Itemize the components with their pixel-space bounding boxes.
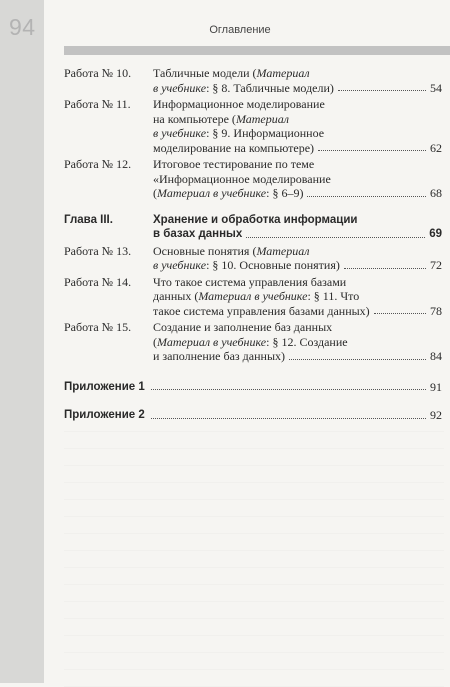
page-number: 94 xyxy=(9,14,36,40)
leader-dots xyxy=(289,359,426,360)
toc-entry xyxy=(64,244,442,273)
toc-page-number: 69 xyxy=(429,228,442,240)
toc-entry xyxy=(64,66,442,95)
leader-dots xyxy=(246,237,425,238)
toc-entry-title: Создание и заполнение баз данных (Материал в учебнике: § 12. Создание и заполнение баз данных) 84 xyxy=(153,320,442,363)
toc-page-number: 62 xyxy=(430,140,442,155)
appendix-title: Приложение 1 xyxy=(64,380,145,393)
leader-dots xyxy=(151,389,426,390)
toc-entry-title: Итоговое тестирование по теме «Информационное моделирование (Материал в учебнике: § 6–9) 68 xyxy=(153,157,442,200)
toc-page-number: 68 xyxy=(430,186,442,200)
toc-entry xyxy=(64,320,442,364)
leader-dots xyxy=(307,196,426,197)
toc-entry-title: Что такое система управления базами данных (Материал в учебнике: § 11. Что такое система управления базами данных) 78 xyxy=(153,274,442,318)
header-rule xyxy=(64,46,450,55)
toc-entry-label: Работа № 15. xyxy=(64,320,132,334)
toc-page-number: 54 xyxy=(430,80,442,95)
leader-dots xyxy=(338,90,426,91)
toc-page-number: 72 xyxy=(430,258,442,272)
toc-entry xyxy=(64,157,442,201)
toc-appendix xyxy=(64,380,442,395)
toc-page-number: 91 xyxy=(430,379,442,394)
toc-entry-title: Хранение и обработка информации в базах данных 69 xyxy=(153,213,442,240)
bleed-through-text xyxy=(64,415,444,687)
toc-entry xyxy=(64,213,442,242)
toc-entry xyxy=(64,275,442,319)
leader-dots xyxy=(318,150,426,151)
page-margin-strip xyxy=(0,0,44,683)
toc-entry-label: Работа № 13. xyxy=(64,243,132,258)
appendix-title: Приложение 2 xyxy=(64,409,145,421)
toc-entry-title: Информационное моделирование на компьютере (Материал в учебнике: § 9. Информационное моделирование на компьютере) 62 xyxy=(153,97,442,155)
toc-entry-label: Работа № 12. xyxy=(64,157,132,171)
toc-entry-label: Работа № 14. xyxy=(64,274,132,289)
toc-page-number: 92 xyxy=(430,408,442,422)
toc-entry-title: Основные понятия (Материал в учебнике: § 10. Основные понятия) 72 xyxy=(153,243,442,272)
leader-dots xyxy=(374,313,426,314)
running-head: Оглавление xyxy=(209,24,271,36)
toc-entry-label: Работа № 11. xyxy=(64,97,131,111)
toc-entry xyxy=(64,97,442,155)
toc-page-number: 84 xyxy=(430,349,442,363)
toc-entry-title: Табличные модели (Материал в учебнике: § 8. Табличные модели) 54 xyxy=(153,66,442,95)
toc-entry-label: Глава III. xyxy=(64,213,113,226)
table-of-contents xyxy=(64,66,442,437)
toc-entry-label: Работа № 10. xyxy=(64,66,132,80)
leader-dots xyxy=(344,268,426,269)
toc-page-number: 78 xyxy=(430,303,442,318)
